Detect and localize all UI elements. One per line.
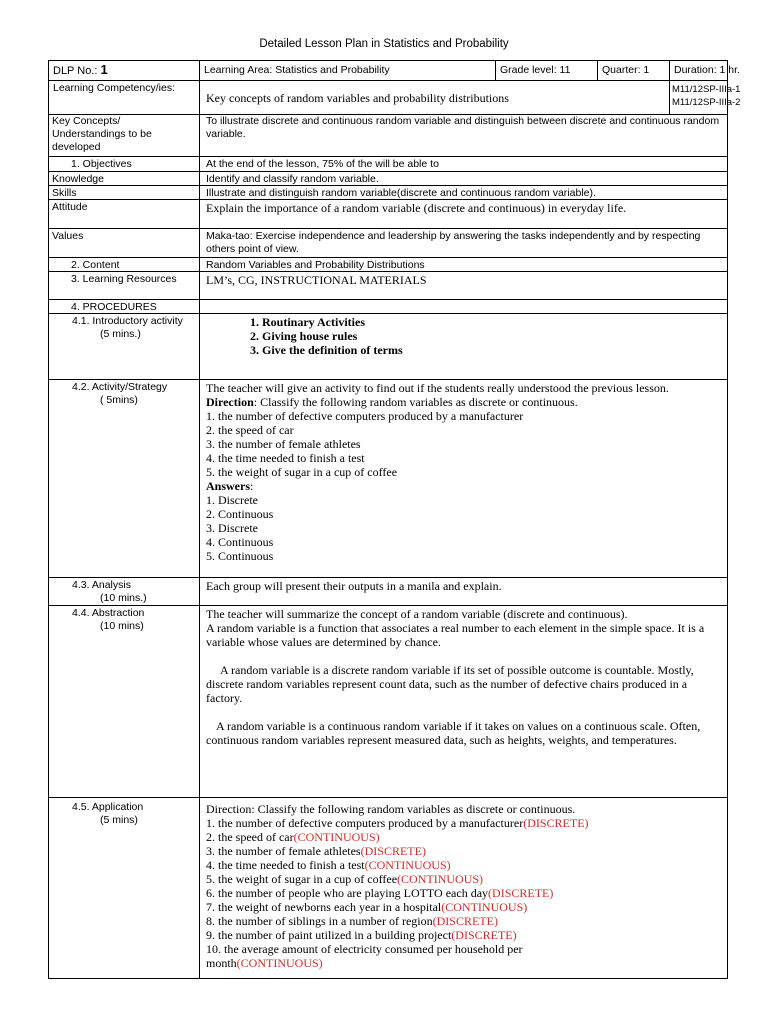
application-answer: (CONTINUOUS)	[397, 872, 484, 886]
row-skills	[49, 186, 728, 200]
application-item-10-line1: 10. the average amount of electricity consumed per household per	[206, 942, 523, 956]
introductory-time: (5 mins.)	[100, 328, 141, 340]
dlp-label: DLP No.:	[53, 65, 101, 77]
resources-text: LM’s, CG, INSTRUCTIONAL MATERIALS	[200, 272, 728, 299]
application-item: 5. the weight of sugar in a cup of coffee(CONTINUOUS)	[206, 872, 484, 886]
introductory-label-cell	[49, 314, 200, 379]
values-label: Values	[49, 229, 200, 257]
application-item: 8. the number of siblings in a number of region(DISCRETE)	[206, 914, 498, 928]
analysis-time: (10 mins.)	[100, 592, 147, 604]
application-item-10-line2: month(CONTINUOUS)	[206, 956, 323, 970]
application-item: 3. the number of female athletes(DISCRETE)	[206, 844, 426, 858]
row-objectives	[49, 157, 728, 172]
application-item: 2. the speed of car(CONTINUOUS)	[206, 830, 380, 844]
procedures-label: 4. PROCEDURES	[49, 300, 200, 313]
row-procedures	[49, 300, 728, 314]
knowledge-text: Identify and classify random variable.	[200, 172, 728, 185]
activity-item: 1. the number of defective computers produced by a manufacturer	[206, 409, 524, 423]
activity-content: The teacher will give an activity to find out if the students really understood the previous lesson. Direction: Classify the following random variables as discrete or continuous. 1. the number of defective computers produced by a manufacturer 2. the speed of car 3. the number of female athletes 4. the time needed to finish a test 5. the weight of sugar in a cup of coffee Answers: 1. Discrete 2. Continuous 3. Discrete 4. Continuous 5. Continuous	[200, 380, 728, 577]
answer-item: 5. Continuous	[206, 549, 274, 563]
application-answer: (DISCRETE)	[523, 816, 589, 830]
key-concepts-text: To illustrate discrete and continuous random variable and distinguish between discrete and continuous random variable.	[200, 114, 728, 156]
resources-label: 3. Learning Resources	[49, 272, 200, 299]
activity-item: 5. the weight of sugar in a cup of coffee	[206, 465, 398, 479]
row-content	[49, 258, 728, 272]
activity-intro: The teacher will give an activity to find out if the students really understood the previous lesson.	[206, 381, 669, 395]
knowledge-label: Knowledge	[49, 172, 200, 185]
duration: Duration: 1 hr.	[670, 61, 728, 81]
answer-item: 2. Continuous	[206, 507, 274, 521]
competency-code-2: M11/12SP-IIIa-2	[672, 97, 741, 108]
skills-text: Illustrate and distinguish random variable(discrete and continuous random variable).	[200, 186, 728, 199]
application-direction: Direction: Classify the following random variables as discrete or continuous.	[206, 802, 576, 816]
abstraction-label-cell	[49, 606, 200, 797]
row-key-concepts	[49, 114, 728, 157]
introductory-item: 2. Giving house rules	[250, 329, 358, 343]
competency-text: Key concepts of random variables and probability distributions	[200, 81, 670, 115]
application-time: (5 mins)	[100, 814, 138, 826]
header-table	[48, 60, 741, 115]
quarter: Quarter: 1	[598, 61, 670, 81]
answers-label: Answers	[206, 479, 250, 493]
attitude-label: Attitude	[49, 200, 200, 228]
application-answer: (CONTINUOUS)	[293, 830, 380, 844]
abstraction-content	[200, 606, 728, 797]
activity-label: 4.2. Activity/Strategy	[72, 381, 168, 393]
activity-item: 4. the time needed to finish a test	[206, 451, 365, 465]
values-text: Maka-tao: Exercise independence and leadership by answering the tasks independently and by respecting others point of view.	[200, 229, 728, 257]
application-content	[200, 798, 728, 978]
skills-label: Skills	[49, 186, 200, 199]
competency-codes	[670, 81, 741, 115]
application-answer: (DISCRETE)	[432, 914, 498, 928]
row-introductory	[49, 314, 728, 380]
row-knowledge	[49, 172, 728, 186]
application-item: 1. the number of defective computers produced by a manufacturer(DISCRETE)	[206, 816, 589, 830]
row-activity	[49, 380, 728, 578]
row-analysis	[49, 578, 728, 606]
abstraction-time: (10 mins)	[100, 620, 144, 632]
application-answer: (DISCRETE)	[488, 886, 554, 900]
analysis-text: Each group will present their outputs in a manila and explain.	[200, 578, 728, 605]
application-item: 6. the number of people who are playing LOTTO each day(DISCRETE)	[206, 886, 554, 900]
competency-code-1: M11/12SP-IIIa-1	[672, 84, 741, 95]
lesson-table	[48, 114, 728, 979]
application-answer: (DISCRETE)	[451, 928, 517, 942]
competency-label: Learning Competency/ies:	[49, 81, 200, 115]
row-values	[49, 229, 728, 258]
objectives-text: At the end of the lesson, 75% of the will be able to	[200, 157, 728, 171]
application-item: 7. the weight of newborns each year in a hospital(CONTINUOUS)	[206, 900, 528, 914]
application-answer: (DISCRETE)	[360, 844, 426, 858]
abstraction-p2: A random variable is a function that associates a real number to each element in the simple space. It is a variable whose values are determined by chance.	[206, 621, 705, 649]
activity-time: ( 5mins)	[100, 394, 138, 406]
application-answer: (CONTINUOUS)	[236, 956, 323, 970]
introductory-item: 3. Give the definition of terms	[250, 343, 403, 357]
learning-area: Learning Area: Statistics and Probability	[200, 61, 496, 81]
answer-item: 3. Discrete	[206, 521, 258, 535]
abstraction-p4: A random variable is a continuous random variable if it takes on values on a continuous scale. Often, continuous random variables represent measured data, such as heights, weights, and temperatures.	[206, 719, 701, 747]
analysis-label-cell	[49, 578, 200, 605]
activity-label-cell	[49, 380, 200, 577]
dlp-number: 1	[100, 62, 108, 77]
abstraction-p1: The teacher will summarize the concept of a random variable (discrete and continuous).	[206, 607, 628, 621]
application-label-cell	[49, 798, 200, 978]
application-item: 4. the time needed to finish a test(CONTINUOUS)	[206, 858, 451, 872]
activity-direction-label: Direction	[206, 395, 254, 409]
analysis-label: 4.3. Analysis	[72, 579, 131, 591]
abstraction-p3: A random variable is a discrete random variable if its set of possible outcome is countable. Mostly, discrete random variables represent count data, such as the number of defective chairs produced in a factory.	[206, 663, 694, 705]
document-title: Detailed Lesson Plan in Statistics and Probability	[259, 38, 509, 50]
introductory-label: 4.1. Introductory activity	[72, 315, 183, 327]
grade-level: Grade level: 11	[496, 61, 598, 81]
application-answer: (CONTINUOUS)	[441, 900, 528, 914]
introductory-item: 1. Routinary Activities	[250, 315, 365, 329]
objectives-label: 1. Objectives	[49, 157, 200, 171]
content-text: Random Variables and Probability Distributions	[200, 258, 728, 271]
answer-item: 1. Discrete	[206, 493, 258, 507]
activity-item: 3. the number of female athletes	[206, 437, 361, 451]
answer-item: 4. Continuous	[206, 535, 274, 549]
attitude-text: Explain the importance of a random variable (discrete and continuous) in everyday life.	[200, 200, 728, 228]
activity-direction-text: : Classify the following random variables as discrete or continuous.	[253, 395, 578, 409]
activity-item: 2. the speed of car	[206, 423, 294, 437]
row-attitude	[49, 200, 728, 229]
introductory-items	[200, 314, 728, 379]
dlp-cell	[49, 61, 200, 81]
application-item: 9. the number of paint utilized in a building project(DISCRETE)	[206, 928, 517, 942]
key-concepts-label: Key Concepts/ Understandings to be developed	[49, 114, 200, 156]
abstraction-label: 4.4. Abstraction	[72, 607, 145, 619]
application-label: 4.5. Application	[72, 801, 144, 813]
application-answer: (CONTINUOUS)	[364, 858, 451, 872]
row-abstraction	[49, 606, 728, 798]
content-label: 2. Content	[49, 258, 200, 271]
row-application	[49, 798, 728, 979]
row-resources	[49, 272, 728, 300]
